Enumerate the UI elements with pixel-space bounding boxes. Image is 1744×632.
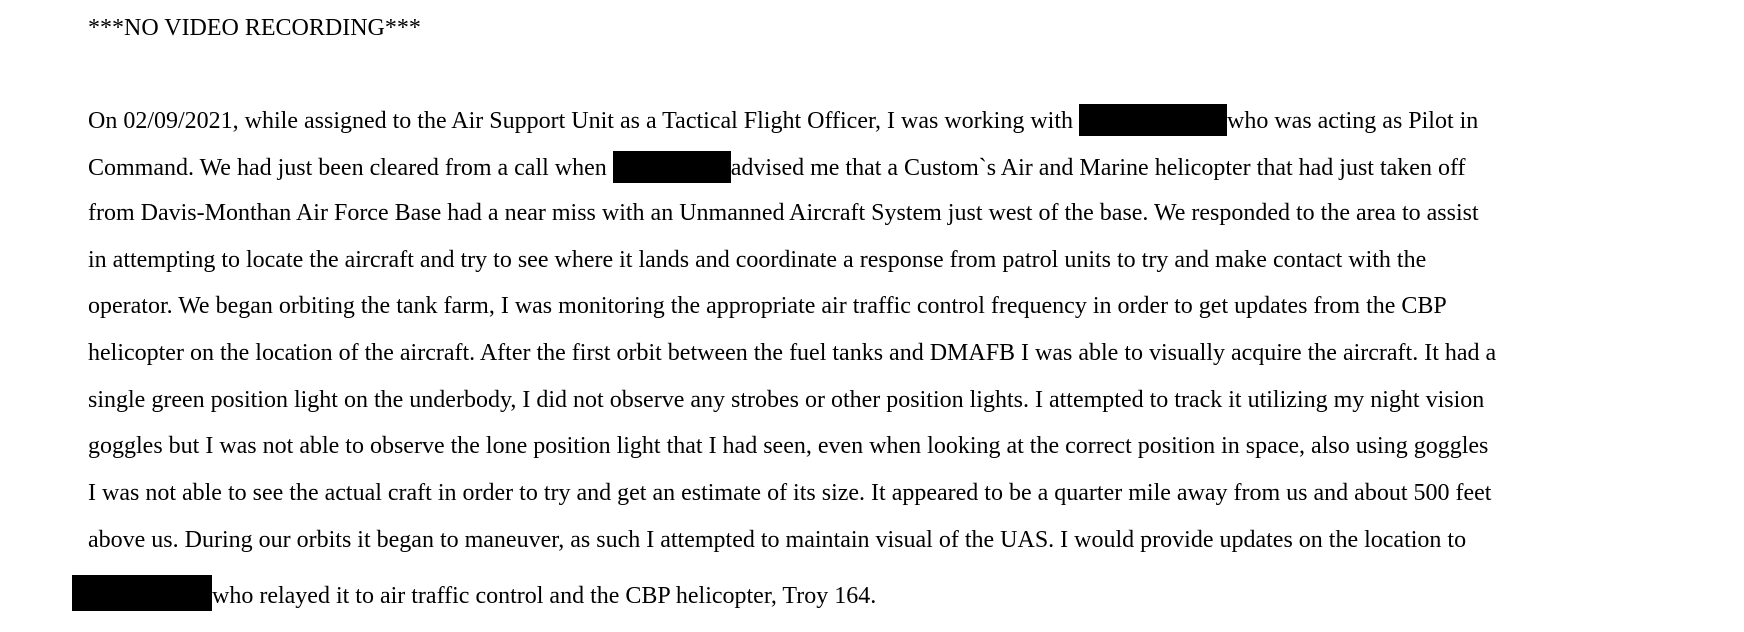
narrative-text: who was acting as Pilot in: [1227, 108, 1479, 134]
narrative-line: operator. We began orbiting the tank farm, I was monitoring the appropriate air traffic control frequency in order to get updates from the CBP: [88, 293, 1447, 319]
narrative-line: [88, 151, 1466, 184]
narrative-line: helicopter on the location of the aircraft. After the first orbit between the fuel tanks and DMAFB I was able to visually acquire the aircraft. It had a: [88, 340, 1497, 366]
redaction-block: [613, 151, 731, 183]
narrative-text: On 02/09/2021, while assigned to the Air Support Unit as a Tactical Flight Officer, I was working with: [88, 108, 1079, 134]
redaction-block: [72, 575, 212, 611]
narrative-line: in attempting to locate the aircraft and try to see where it lands and coordinate a response from patrol units to try and make contact with the: [88, 247, 1427, 273]
narrative-text: who relayed it to air traffic control and the CBP helicopter, Troy 164.: [212, 583, 877, 609]
no-video-recording-notice: ***NO VIDEO RECORDING***: [88, 15, 421, 41]
narrative-line: I was not able to see the actual craft in order to try and get an estimate of its size. It appeared to be a quarter mile away from us and about 500 feet: [88, 480, 1492, 506]
narrative-line: single green position light on the underbody, I did not observe any strobes or other position lights. I attempted to track it utilizing my night vision: [88, 387, 1485, 413]
narrative-text: advised me that a Custom`s Air and Marine helicopter that had just taken off: [730, 155, 1466, 181]
narrative-line: goggles but I was not able to observe the lone position light that I had seen, even when looking at the correct position in space, also using goggles: [88, 433, 1489, 459]
narrative-line: [72, 575, 876, 612]
redaction-block: [1079, 104, 1227, 136]
narrative-line: [88, 104, 1478, 137]
narrative-line: from Davis-Monthan Air Force Base had a near miss with an Unmanned Aircraft System just west of the base. We responded to the area to assist: [88, 200, 1479, 226]
narrative-line: above us. During our orbits it began to maneuver, as such I attempted to maintain visual of the UAS. I would provide updates on the location to: [88, 527, 1467, 553]
narrative-text: Command. We had just been cleared from a call when: [88, 155, 613, 181]
